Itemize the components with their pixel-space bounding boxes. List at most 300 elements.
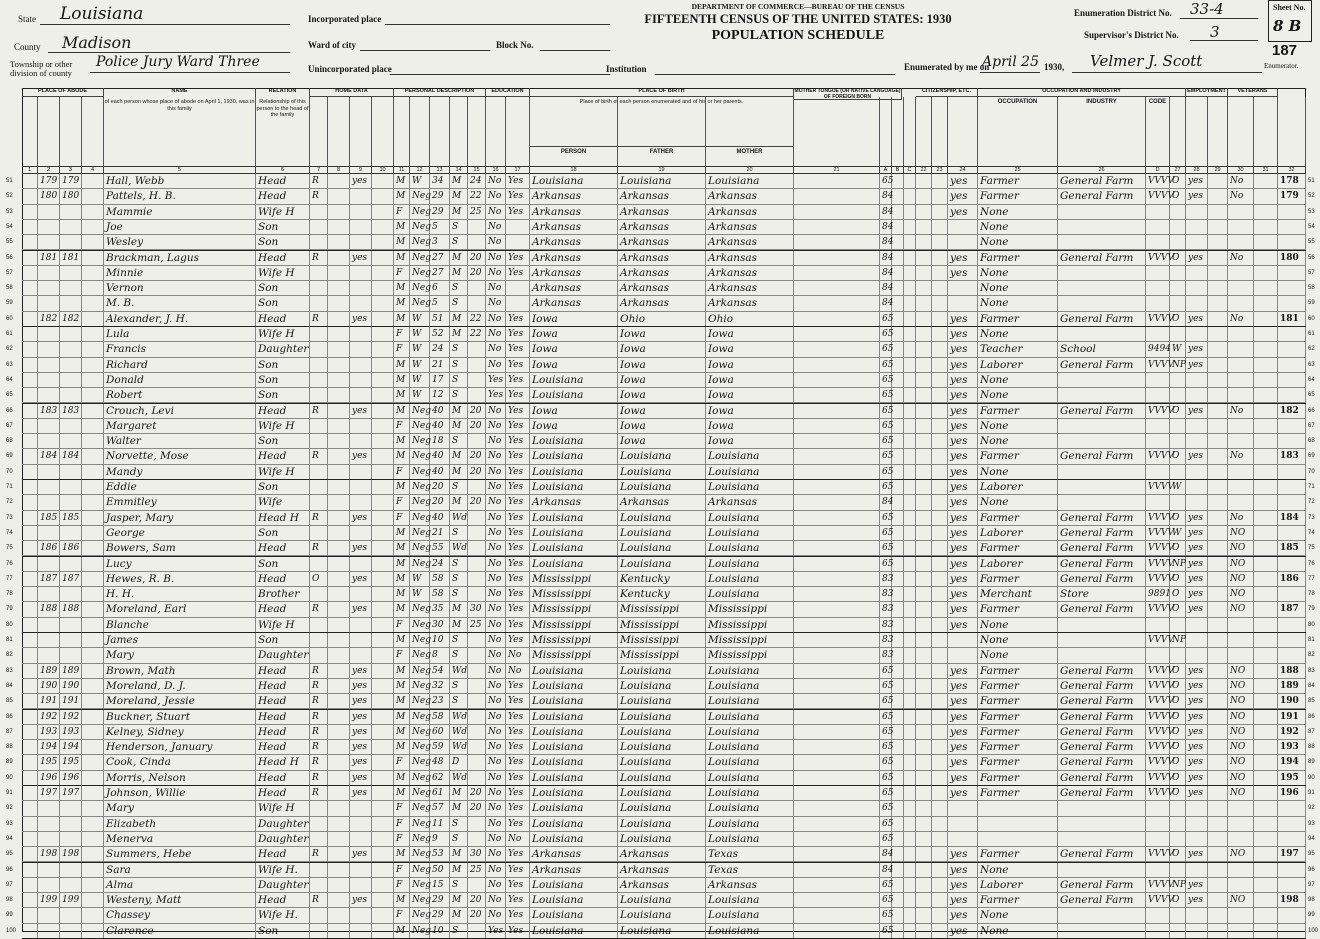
cell-rel: Daughter [256, 878, 310, 893]
row-number-right: 95 [1308, 851, 1315, 858]
cell-cls [1170, 388, 1186, 403]
cell-empty [328, 786, 350, 801]
census-row [6, 755, 1315, 770]
cell-rel: Head H [256, 511, 310, 526]
cell-bp: Mississippi [530, 602, 618, 617]
cell-mar: S [450, 679, 468, 694]
cell-mbp: Louisiana [706, 664, 794, 679]
cell-line [1278, 419, 1306, 434]
cell-dw [38, 296, 60, 311]
cell-dw [38, 633, 60, 648]
row-number-right: 51 [1308, 178, 1315, 184]
cell-empty [932, 312, 948, 327]
census-row [6, 235, 1315, 250]
census-header [0, 0, 1320, 88]
cell-vet [1228, 618, 1254, 633]
sheet-label: Sheet No. [1273, 3, 1306, 12]
cell-empty [932, 908, 948, 923]
cell-fbp: Iowa [618, 342, 706, 357]
county-label: County [14, 42, 41, 52]
cell-own [310, 587, 328, 602]
cell-radio [350, 266, 372, 281]
cell-race: W [410, 312, 430, 327]
cell-race: Neg [410, 511, 430, 526]
cell-eng: yes [948, 373, 978, 388]
cell-agem [468, 725, 486, 740]
cell-sch: No [486, 526, 506, 541]
cell-ind [1058, 618, 1146, 633]
cell-empty [1254, 220, 1278, 235]
cell-agem: 25 [468, 618, 486, 633]
cell-empty [932, 174, 948, 189]
census-row [6, 557, 1315, 572]
cell-empty [1208, 572, 1228, 587]
row-number-left: 66 [6, 407, 13, 414]
cell-ocode [1146, 205, 1170, 220]
cell-occ: None [978, 908, 1058, 923]
row-number-right: 60 [1308, 315, 1315, 322]
cell-rel: Head [256, 449, 310, 464]
cell-ind: General Farm [1058, 664, 1146, 679]
cell-eng: yes [948, 710, 978, 725]
cell-mbp: Arkansas [706, 220, 794, 235]
cell-name: Morris, Nelson [104, 771, 256, 786]
cell-code: 65 [880, 312, 892, 327]
cell-emp: yes [1186, 893, 1208, 908]
cell-bp: Iowa [530, 342, 618, 357]
cell-empty [1254, 587, 1278, 602]
group-citizenship: CITIZENSHIP, ETC. [916, 88, 978, 97]
cell-empty [22, 817, 38, 832]
cell-code: 65 [880, 511, 892, 526]
cell-occ: Farmer [978, 847, 1058, 862]
cell-empty [916, 419, 932, 434]
cell-radio [350, 327, 372, 342]
cell-ocode: VVVV [1146, 710, 1170, 725]
cell-empty [82, 220, 104, 235]
cell-empty [794, 434, 880, 449]
cell-occ: None [978, 465, 1058, 480]
cell-fbp: Iowa [618, 373, 706, 388]
cell-fbp: Louisiana [618, 924, 706, 939]
cell-line: 183 [1278, 449, 1306, 464]
cell-empty [892, 373, 904, 388]
cell-age: 34 [430, 174, 450, 189]
cell-own [310, 388, 328, 403]
cell-fam [60, 633, 82, 648]
cell-bp: Arkansas [530, 296, 618, 311]
cell-code: 65 [880, 434, 892, 449]
cell-empty [1254, 694, 1278, 709]
cell-read: Yes [506, 908, 530, 923]
cell-empty [892, 342, 904, 357]
row-number-left: 90 [6, 774, 13, 781]
cell-line [1278, 296, 1306, 311]
cell-empty [372, 296, 394, 311]
census-row [6, 832, 1315, 847]
cell-vet: NO [1228, 664, 1254, 679]
cell-emp: yes [1186, 541, 1208, 556]
cell-fam: 179 [60, 174, 82, 189]
cell-empty [1254, 786, 1278, 801]
cell-empty [1254, 725, 1278, 740]
cell-empty [1208, 358, 1228, 373]
row-number-right: 67 [1308, 422, 1315, 429]
cell-empty [904, 342, 916, 357]
cell-ocode: VVVV [1146, 694, 1170, 709]
cell-empty [892, 710, 904, 725]
cell-fam: 186 [60, 541, 82, 556]
cell-occ: Farmer [978, 189, 1058, 204]
cell-code: 84 [880, 863, 892, 878]
cell-occ [978, 801, 1058, 816]
cell-age: 15 [430, 878, 450, 893]
cell-cls [1170, 908, 1186, 923]
census-row [6, 526, 1315, 541]
cell-rel: Head [256, 541, 310, 556]
cell-mar: M [450, 174, 468, 189]
cell-empty [328, 602, 350, 617]
cell-empty [904, 266, 916, 281]
cell-mar: M [450, 312, 468, 327]
cell-fbp: Iowa [618, 388, 706, 403]
cell-agem: 20 [468, 251, 486, 266]
cell-dw: 185 [38, 511, 60, 526]
cell-empty [372, 495, 394, 510]
cell-mbp: Louisiana [706, 755, 794, 770]
cell-fbp: Louisiana [618, 465, 706, 480]
cell-radio: yes [350, 602, 372, 617]
cell-age: 51 [430, 312, 450, 327]
cell-line [1278, 266, 1306, 281]
cell-ocode [1146, 434, 1170, 449]
cell-empty [22, 801, 38, 816]
cell-empty [904, 235, 916, 250]
cell-mbp: Louisiana [706, 174, 794, 189]
census-row [6, 449, 1315, 464]
cell-sch: No [486, 312, 506, 327]
cell-bp: Arkansas [530, 266, 618, 281]
census-row [6, 878, 1315, 893]
cell-dw: 187 [38, 572, 60, 587]
cell-empty [22, 465, 38, 480]
cell-empty [22, 664, 38, 679]
cell-bp: Arkansas [530, 847, 618, 862]
row-number-right: 85 [1308, 698, 1315, 705]
cell-empty [22, 312, 38, 327]
cell-fbp: Iowa [618, 419, 706, 434]
cell-empty [794, 495, 880, 510]
cell-empty [82, 633, 104, 648]
cell-fbp: Iowa [618, 434, 706, 449]
cell-agem: 20 [468, 465, 486, 480]
cell-agem [468, 587, 486, 602]
cell-eng [948, 633, 978, 648]
row-number-left: 73 [6, 514, 13, 521]
cell-age: 62 [430, 771, 450, 786]
census-row [6, 220, 1315, 235]
cell-age: 40 [430, 465, 450, 480]
cell-line [1278, 587, 1306, 602]
cell-sex: F [394, 863, 410, 878]
cell-empty [904, 434, 916, 449]
cell-agem: 20 [468, 893, 486, 908]
cell-occ: Farmer [978, 251, 1058, 266]
cell-empty [904, 832, 916, 847]
cell-fam: 198 [60, 847, 82, 862]
cell-read: Yes [506, 771, 530, 786]
cell-mar: Wd [450, 541, 468, 556]
census-row [6, 740, 1315, 755]
cell-race: Neg [410, 801, 430, 816]
cell-empty [794, 312, 880, 327]
cell-sch: No [486, 786, 506, 801]
unincorporated-label: Unincorporated place [308, 64, 392, 74]
cell-age: 17 [430, 373, 450, 388]
cell-empty [372, 526, 394, 541]
row-number-left: 84 [6, 682, 13, 689]
cell-empty [82, 296, 104, 311]
cell-emp: yes [1186, 404, 1208, 419]
cell-occ: None [978, 434, 1058, 449]
cell-code: 65 [880, 878, 892, 893]
cell-name: Francis [104, 342, 256, 357]
cell-bp: Louisiana [530, 817, 618, 832]
group-occupation-industry: OCCUPATION AND INDUSTRY [978, 88, 1186, 97]
row-group-separator [22, 403, 1306, 404]
cell-read: Yes [506, 618, 530, 633]
cell-empty [372, 327, 394, 342]
cell-cls [1170, 220, 1186, 235]
cell-own [310, 266, 328, 281]
cell-sch: No [486, 801, 506, 816]
cell-mbp: Arkansas [706, 495, 794, 510]
cell-empty [1254, 358, 1278, 373]
census-row [6, 587, 1315, 602]
census-row [6, 664, 1315, 679]
cell-read: No [506, 664, 530, 679]
cell-own [310, 419, 328, 434]
cell-eng [948, 220, 978, 235]
cell-eng: yes [948, 924, 978, 939]
cell-sch: No [486, 694, 506, 709]
row-number-right: 82 [1308, 652, 1315, 659]
cell-ind [1058, 465, 1146, 480]
cell-agem [468, 511, 486, 526]
cell-ocode: VVVV [1146, 541, 1170, 556]
cell-ind: General Farm [1058, 572, 1146, 587]
row-number-left: 89 [6, 759, 13, 766]
cell-code: 65 [880, 832, 892, 847]
cell-ocode: VVVV [1146, 602, 1170, 617]
cell-radio [350, 342, 372, 357]
cell-rel: Son [256, 373, 310, 388]
cell-empty [22, 296, 38, 311]
cell-sch: No [486, 863, 506, 878]
row-number-right: 70 [1308, 468, 1315, 475]
column-number: 11 [394, 166, 410, 174]
cell-line [1278, 434, 1306, 449]
group-education: EDUCATION [486, 88, 530, 97]
cell-empty [22, 755, 38, 770]
cell-sch: No [486, 419, 506, 434]
cell-empty [904, 526, 916, 541]
cell-code: 65 [880, 327, 892, 342]
cell-empty [22, 602, 38, 617]
cell-rel: Son [256, 434, 310, 449]
cell-empty [22, 235, 38, 250]
cell-empty [794, 174, 880, 189]
cell-mbp: Mississippi [706, 618, 794, 633]
census-row [6, 266, 1315, 281]
cell-empty [22, 648, 38, 663]
cell-empty [794, 526, 880, 541]
cell-agem [468, 878, 486, 893]
cell-occ: None [978, 924, 1058, 939]
cell-vet [1228, 465, 1254, 480]
cell-own [310, 434, 328, 449]
enumerated-year: 1930, [1044, 62, 1065, 72]
cell-occ: Farmer [978, 541, 1058, 556]
row-number-right: 75 [1308, 545, 1315, 552]
cell-rel: Brother [256, 587, 310, 602]
cell-mar: S [450, 832, 468, 847]
cell-empty [794, 373, 880, 388]
cell-empty [22, 633, 38, 648]
cell-empty [916, 908, 932, 923]
cell-empty [916, 251, 932, 266]
cell-empty [794, 327, 880, 342]
cell-ocode [1146, 281, 1170, 296]
cell-empty [22, 342, 38, 357]
cell-ind: General Farm [1058, 755, 1146, 770]
row-number-left: 68 [6, 438, 13, 445]
cell-age: 24 [430, 342, 450, 357]
cell-code: 83 [880, 602, 892, 617]
cell-mbp: Louisiana [706, 587, 794, 602]
cell-empty [1208, 174, 1228, 189]
cell-empty [1208, 648, 1228, 663]
cell-vet [1228, 434, 1254, 449]
cell-age: 24 [430, 557, 450, 572]
cell-emp: yes [1186, 602, 1208, 617]
cell-cls: O [1170, 572, 1186, 587]
cell-sch: No [486, 618, 506, 633]
group-home-data: HOME DATA [310, 88, 394, 97]
cell-radio [350, 358, 372, 373]
cell-emp: yes [1186, 342, 1208, 357]
row-number-right: 64 [1308, 376, 1315, 383]
cell-name: Mary [104, 801, 256, 816]
row-number-right: 83 [1308, 667, 1315, 674]
cell-fam [60, 587, 82, 602]
cell-sch: No [486, 465, 506, 480]
cell-empty [916, 771, 932, 786]
cell-empty [932, 449, 948, 464]
cell-sex: M [394, 694, 410, 709]
cell-race: Neg [410, 786, 430, 801]
cell-cls: O [1170, 847, 1186, 862]
cell-sch: No [486, 664, 506, 679]
cell-empty [1254, 801, 1278, 816]
cell-empty [932, 755, 948, 770]
cell-sex: F [394, 511, 410, 526]
cell-empty [372, 924, 394, 939]
cell-empty [328, 664, 350, 679]
cell-empty [22, 220, 38, 235]
cell-read: Yes [506, 373, 530, 388]
incorporated-label: Incorporated place [308, 14, 382, 24]
cell-radio [350, 863, 372, 878]
cell-empty [932, 771, 948, 786]
cell-empty [794, 358, 880, 373]
cell-line [1278, 388, 1306, 403]
cell-rel: Daughter [256, 832, 310, 847]
cell-read: Yes [506, 740, 530, 755]
cell-code: 65 [880, 419, 892, 434]
row-number-left: 70 [6, 468, 13, 475]
cell-empty [1208, 296, 1228, 311]
cell-bp: Louisiana [530, 557, 618, 572]
cell-empty [932, 817, 948, 832]
cell-empty [82, 801, 104, 816]
cell-eng: yes [948, 327, 978, 342]
cell-mar: S [450, 526, 468, 541]
cell-cls: O [1170, 602, 1186, 617]
cell-empty [1208, 220, 1228, 235]
cell-eng [948, 832, 978, 847]
cell-fbp: Louisiana [618, 557, 706, 572]
cell-sch: No [486, 725, 506, 740]
cell-empty [1254, 633, 1278, 648]
cell-empty [82, 786, 104, 801]
cell-empty [794, 893, 880, 908]
census-row [6, 465, 1315, 480]
cell-cls [1170, 434, 1186, 449]
cell-ocode: VVVV [1146, 755, 1170, 770]
cell-empty [794, 296, 880, 311]
cell-empty [82, 480, 104, 495]
column-number: 26 [1058, 166, 1146, 174]
cell-empty [916, 863, 932, 878]
row-number-right: 62 [1308, 346, 1315, 353]
cell-code: 65 [880, 449, 892, 464]
cell-empty [1254, 251, 1278, 266]
cell-fam [60, 557, 82, 572]
cell-read: Yes [506, 694, 530, 709]
cell-dw: 191 [38, 694, 60, 709]
cell-empty [794, 587, 880, 602]
cell-bp: Arkansas [530, 251, 618, 266]
cell-cls [1170, 465, 1186, 480]
cell-bp: Louisiana [530, 694, 618, 709]
cell-empty [1254, 924, 1278, 939]
cell-mbp: Louisiana [706, 924, 794, 939]
cell-empty [794, 480, 880, 495]
cell-ocode: VVVV [1146, 511, 1170, 526]
cell-agem [468, 664, 486, 679]
cell-ind: General Farm [1058, 771, 1146, 786]
cell-bp: Arkansas [530, 220, 618, 235]
cell-emp [1186, 205, 1208, 220]
cell-eng: yes [948, 358, 978, 373]
cell-empty [1254, 419, 1278, 434]
cell-radio [350, 908, 372, 923]
cell-own [310, 342, 328, 357]
cell-read: Yes [506, 434, 530, 449]
cell-ind: General Farm [1058, 174, 1146, 189]
cell-vet [1228, 480, 1254, 495]
